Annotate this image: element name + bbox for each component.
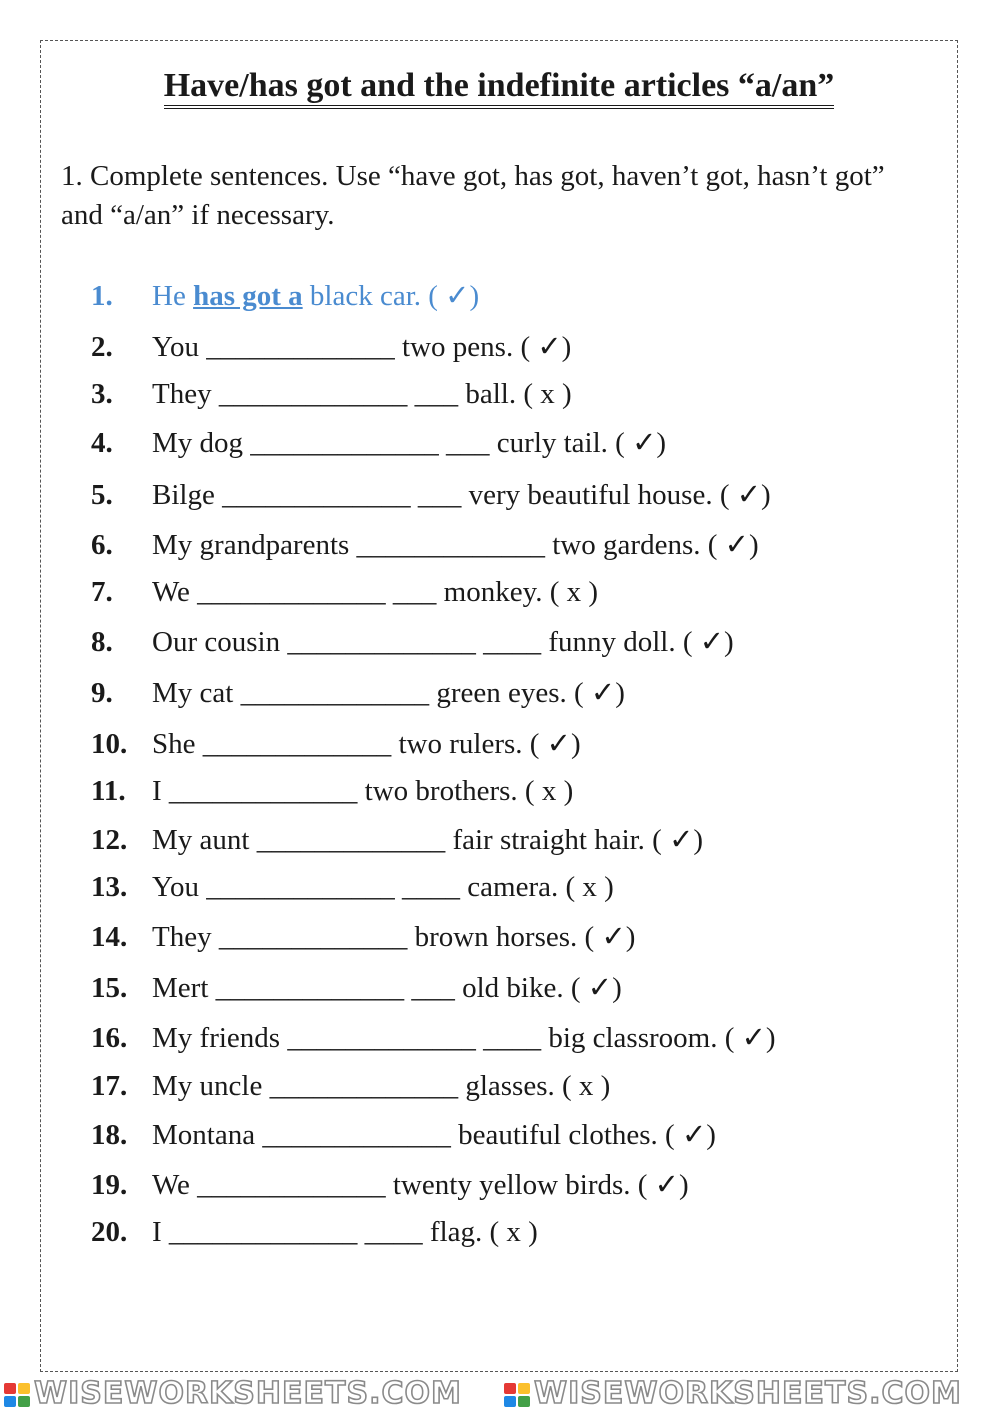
logo-square: [504, 1383, 516, 1394]
item-sentence: We _____________ twenty yellow birds. ( ✓): [152, 1169, 689, 1201]
logo-square: [4, 1383, 16, 1394]
item-number: 5.: [91, 479, 113, 511]
exercise-item: [91, 1069, 610, 1103]
item-number: 13.: [91, 871, 128, 903]
item-sentence: We _____________ ___ monkey. ( x ): [152, 576, 599, 608]
item-number: 9.: [91, 677, 113, 709]
item-sentence: My friends _____________ ____ big classroom. ( ✓): [152, 1022, 776, 1054]
item-number: 7.: [91, 576, 113, 608]
logo-icon: [4, 1383, 32, 1409]
logo-square: [18, 1383, 30, 1394]
brand-text: WISEWORKSHEETS.COM: [534, 1378, 962, 1411]
exercise-item: [91, 1168, 689, 1202]
item-number: 4.: [91, 427, 113, 459]
exercise-item: [91, 330, 571, 364]
exercise-instructions: 1. Complete sentences. Use “have got, has got, haven’t got, hasn’t got” and “a/an” if necessary.: [61, 160, 885, 231]
item-sentence: I _____________ two brothers. ( x ): [152, 775, 574, 807]
item-number: 11.: [91, 775, 126, 807]
item-number: 16.: [91, 1022, 128, 1054]
item-number: 18.: [91, 1119, 128, 1151]
item-sentence: Bilge _____________ ___ very beautiful house. ( ✓): [152, 479, 771, 511]
item-sentence: My uncle _____________ glasses. ( x ): [152, 1070, 611, 1102]
logo-icon: [504, 1383, 532, 1409]
item-sentence: I _____________ ____ flag. ( x ): [152, 1216, 538, 1248]
item-number: 17.: [91, 1070, 128, 1102]
exercise-item: [91, 727, 581, 761]
exercise-item: [91, 676, 625, 710]
item-number: 8.: [91, 626, 113, 658]
logo-square: [504, 1396, 516, 1407]
item-sentence: My dog _____________ ___ curly tail. ( ✓): [152, 427, 667, 459]
item-sentence: My aunt _____________ fair straight hair. ( ✓): [152, 824, 704, 856]
item-sentence: They _____________ brown horses. ( ✓): [152, 921, 636, 953]
exercise-item: [91, 1215, 538, 1249]
exercise-item: [91, 971, 622, 1005]
exercise-item: [91, 1118, 716, 1152]
logo-square: [518, 1396, 530, 1407]
item-sentence: She _____________ two rulers. ( ✓): [152, 728, 581, 760]
exercise-item: [91, 575, 598, 609]
footer-watermark: [0, 1378, 1000, 1413]
item-number: 3.: [91, 378, 113, 410]
item-sentence: They _____________ ___ ball. ( x ): [152, 378, 572, 410]
brand-text: WISEWORKSHEETS.COM: [34, 1378, 462, 1411]
item-sentence: Montana _____________ beautiful clothes. ( ✓): [152, 1119, 716, 1151]
exercise-item: [91, 478, 771, 512]
item-sentence: My grandparents _____________ two gardens. ( ✓): [152, 529, 759, 561]
exercise-item: [91, 377, 572, 411]
logo-square: [18, 1396, 30, 1407]
item-number: 1.: [91, 280, 113, 312]
worksheet-title: Have/has got and the indefinite articles “a/an”: [41, 67, 957, 105]
example-answer: has got a: [193, 280, 303, 312]
exercise-item: [91, 870, 614, 904]
logo-square: [518, 1383, 530, 1394]
exercise-item: [91, 625, 734, 659]
item-sentence: Mert _____________ ___ old bike. ( ✓): [152, 972, 622, 1004]
item-number: 10.: [91, 728, 128, 760]
item-sentence: Our cousin _____________ ____ funny doll. ( ✓): [152, 626, 734, 658]
exercise-item: [91, 528, 759, 562]
worksheet-page: [40, 40, 958, 1372]
item-sentence: You _____________ two pens. ( ✓): [152, 331, 572, 363]
item-number: 12.: [91, 824, 128, 856]
item-number: 14.: [91, 921, 128, 953]
logo-square: [4, 1396, 16, 1407]
item-number: 20.: [91, 1216, 128, 1248]
exercise-item: [91, 920, 635, 954]
item-sentence: You _____________ ____ camera. ( x ): [152, 871, 614, 903]
exercise-item: [91, 774, 573, 808]
item-number: 19.: [91, 1169, 128, 1201]
item-number: 6.: [91, 529, 113, 561]
item-number: 15.: [91, 972, 128, 1004]
exercise-item: [91, 426, 666, 460]
item-sentence: My cat _____________ green eyes. ( ✓): [152, 677, 625, 709]
exercise-item: [91, 1021, 776, 1055]
item-number: 2.: [91, 331, 113, 363]
exercise-item: [91, 823, 703, 857]
example-sentence: 1. He has got a black car. ( ✓): [91, 280, 480, 312]
